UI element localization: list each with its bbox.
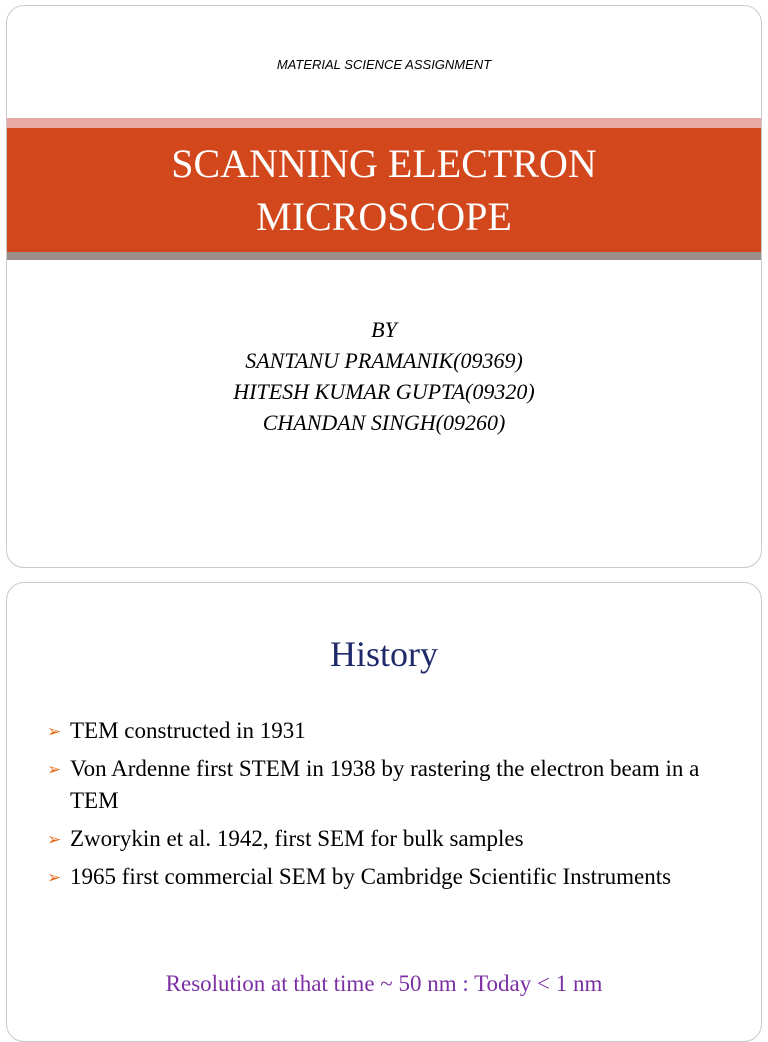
by-label: BY xyxy=(371,317,397,342)
arrow-bullet-icon: ➢ xyxy=(47,722,62,742)
pink-strip xyxy=(7,118,761,128)
bullet-text: 1965 first commercial SEM by Cambridge Scientific Instruments xyxy=(70,864,672,889)
title-band xyxy=(7,128,761,252)
bullet-text: TEM constructed in 1931 xyxy=(70,718,306,743)
list-item xyxy=(45,715,735,747)
authors-block xyxy=(7,314,761,438)
title-slide xyxy=(6,5,762,568)
list-item xyxy=(45,823,735,855)
gray-strip xyxy=(7,252,761,260)
slide-title-line-2: MICROSCOPE xyxy=(256,194,512,239)
list-item xyxy=(45,861,735,893)
author-3: CHANDAN SINGH(09260) xyxy=(262,410,506,435)
slide-title xyxy=(171,137,597,243)
slide-title-line-1: SCANNING ELECTRON xyxy=(171,141,597,186)
list-item xyxy=(45,753,735,817)
author-2: HITESH KUMAR GUPTA(09320) xyxy=(233,379,535,404)
arrow-bullet-icon: ➢ xyxy=(47,760,62,780)
bullet-text: Zworykin et al. 1942, first SEM for bulk samples xyxy=(70,826,524,851)
arrow-bullet-icon: ➢ xyxy=(47,868,62,888)
bullet-text: Von Ardenne first STEM in 1938 by rastering the electron beam in a TEM xyxy=(70,756,700,813)
history-slide xyxy=(6,582,762,1042)
resolution-note: Resolution at that time ~ 50 nm : Today < 1 nm xyxy=(165,971,603,996)
assignment-header: MATERIAL SCIENCE ASSIGNMENT xyxy=(276,57,492,72)
author-1: SANTANU PRAMANIK(09369) xyxy=(245,348,523,373)
arrow-bullet-icon: ➢ xyxy=(47,830,62,850)
history-title: History xyxy=(330,634,438,674)
history-bullet-list xyxy=(45,715,735,899)
